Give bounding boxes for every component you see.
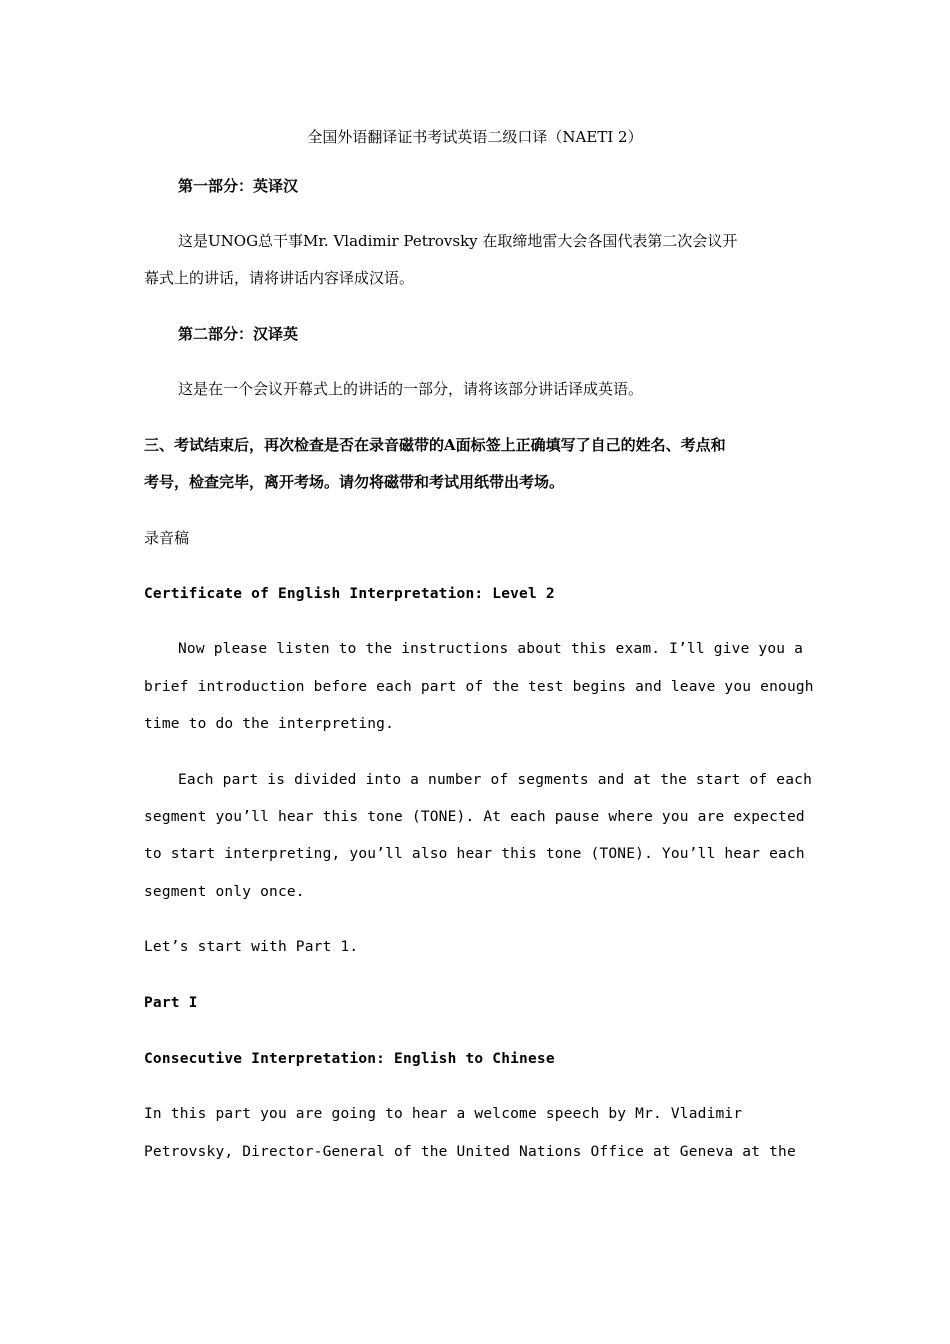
para2-line-3: to start interpreting, you’ll also hear this tone (TONE). You’ll hear each: [144, 846, 805, 862]
para1-line-2: brief introduction before each part of the test begins and leave you enough: [144, 679, 814, 695]
certificate-heading: Certificate of English Interpretation: Level 2: [144, 586, 555, 602]
section3-body-line-1: 三、考试结束后，再次检查是否在录音磁带的A面标签上正确填写了自己的姓名、考点和: [144, 436, 726, 454]
para2-line-4: segment only once.: [144, 884, 305, 900]
section2-heading: 第二部分：汉译英: [178, 325, 299, 343]
section2-body: 这是在一个会议开幕式上的讲话的一部分，请将该部分讲话译成英语。: [178, 380, 644, 398]
para1-line-3: time to do the interpreting.: [144, 716, 395, 732]
para1-line-1: Now please listen to the instructions about this exam. I’ll give you a: [178, 641, 804, 657]
para2-line-2: segment you’ll hear this tone (TONE). At each pause where you are expected: [144, 809, 805, 825]
para3-line-2: Petrovsky, Director-General of the United Nations Office at Geneva at the: [144, 1144, 796, 1160]
transcript-label: 录音稿: [144, 529, 190, 547]
part-subheading: Consecutive Interpretation: English to Chinese: [144, 1051, 555, 1067]
section1-body-line-2: 幕式上的讲话，请将讲话内容译成汉语。: [144, 269, 415, 287]
section1-heading: 第一部分：英译汉: [178, 177, 299, 195]
section3-body-line-2: 考号，检查完毕，离开考场。请勿将磁带和考试用纸带出考场。: [144, 473, 565, 491]
para3-line-1: In this part you are going to hear a welcome speech by Mr. Vladimir: [144, 1106, 743, 1122]
para2-line-1: Each part is divided into a number of segments and at the start of each: [178, 772, 813, 788]
section1-body-line-1: 这是UNOG总干事Mr. Vladimir Petrovsky 在取缔地雷大会各国代表第二次会议开: [178, 232, 738, 250]
document-title: 全国外语翻译证书考试英语二级口译（NAETI 2）: [307, 128, 643, 146]
part-heading: Part I: [144, 995, 198, 1011]
start-line: Let’s start with Part 1.: [144, 939, 359, 955]
